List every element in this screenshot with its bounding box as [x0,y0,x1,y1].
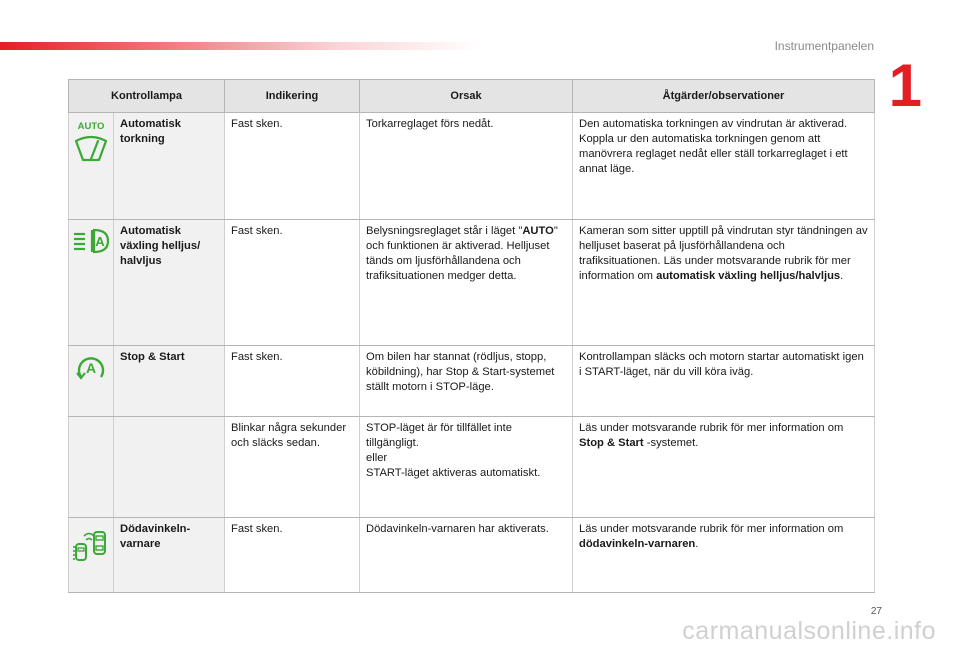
cause-cell: STOP-läget är för tillfället inte tillgängligt. eller START-läget aktiveras automatiskt. [360,417,573,518]
header-accent-bar [0,42,480,50]
table-header-row [69,80,875,113]
lamp-name: Dödavinkeln-varnare [114,518,225,593]
svg-text:A: A [95,234,105,249]
indication-cell: Fast sken. [225,518,360,593]
cause-cell: Belysningsreglaget står i läget "AUTO" och funktionen är aktiverad. Helljuset tänds om ljusförhållandena och trafiksituationen medger detta. [360,220,573,346]
cause-cell: Torkarreglaget förs nedåt. [360,113,573,220]
auto-wiper-icon [72,119,110,163]
blind-spot-icon [72,524,110,562]
lamp-icon-cell [69,346,114,417]
lamp-icon-cell [69,417,114,518]
column-header-indication: Indikering [225,80,360,113]
indication-cell: Blinkar några sekunder och släcks sedan. [225,417,360,518]
column-header-cause: Orsak [360,80,573,113]
indication-cell: Fast sken. [225,113,360,220]
action-cell: Kontrollampan släcks och motorn startar automatiskt igen i START-läget, när du vill köra iväg. [573,346,875,417]
lamp-icon-cell [69,518,114,593]
section-title: Instrumentpanelen [774,39,874,53]
watermark: carmanualsonline.info [682,617,936,645]
cause-cell: Dödavinkeln-varnaren har aktiverats. [360,518,573,593]
table-row [69,518,875,593]
auto-headlight-icon [72,226,110,256]
lamp-name: Stop & Start [114,346,225,417]
stop-start-icon [74,352,108,382]
action-cell: Läs under motsvarande rubrik för mer information om Stop & Start -systemet. [573,417,875,518]
lamp-name: Automatisk växling helljus/ halvljus [114,220,225,346]
svg-text:AUTO: AUTO [77,121,105,132]
action-cell: Läs under motsvarande rubrik för mer information om dödavinkeln-varnaren. [573,518,875,593]
column-header-action: Åtgärder/observationer [573,80,875,113]
cause-cell: Om bilen har stannat (rödljus, stopp, köbildning), har Stop & Start-systemet ställt motorn i STOP-läge. [360,346,573,417]
table-row [69,417,875,518]
indication-cell: Fast sken. [225,346,360,417]
indication-cell: Fast sken. [225,220,360,346]
chapter-number: 1 [888,52,922,119]
lamp-icon-cell [69,220,114,346]
lamp-name: Automatisk torkning [114,113,225,220]
table-row [69,113,875,220]
table-row [69,220,875,346]
action-cell: Den automatiska torkningen av vindrutan är aktiverad. Koppla ur den automatiska torkningen genom att manövrera reglaget nedåt eller ställ torkarreglaget i ett annat läge. [573,113,875,220]
table-row [69,346,875,417]
lamp-icon-cell [69,113,114,220]
page-number: 27 [870,606,882,617]
column-header-lamp: Kontrollampa [69,80,225,113]
action-cell: Kameran som sitter upptill på vindrutan styr tändningen av helljuset baserat på ljusförhållandena och trafiksituationen. Läs under motsvarande rubrik för mer information om automatisk växling helljus/halvljus. [573,220,875,346]
svg-text:A: A [85,360,97,376]
warning-lamp-table [68,79,875,593]
lamp-name [114,417,225,518]
